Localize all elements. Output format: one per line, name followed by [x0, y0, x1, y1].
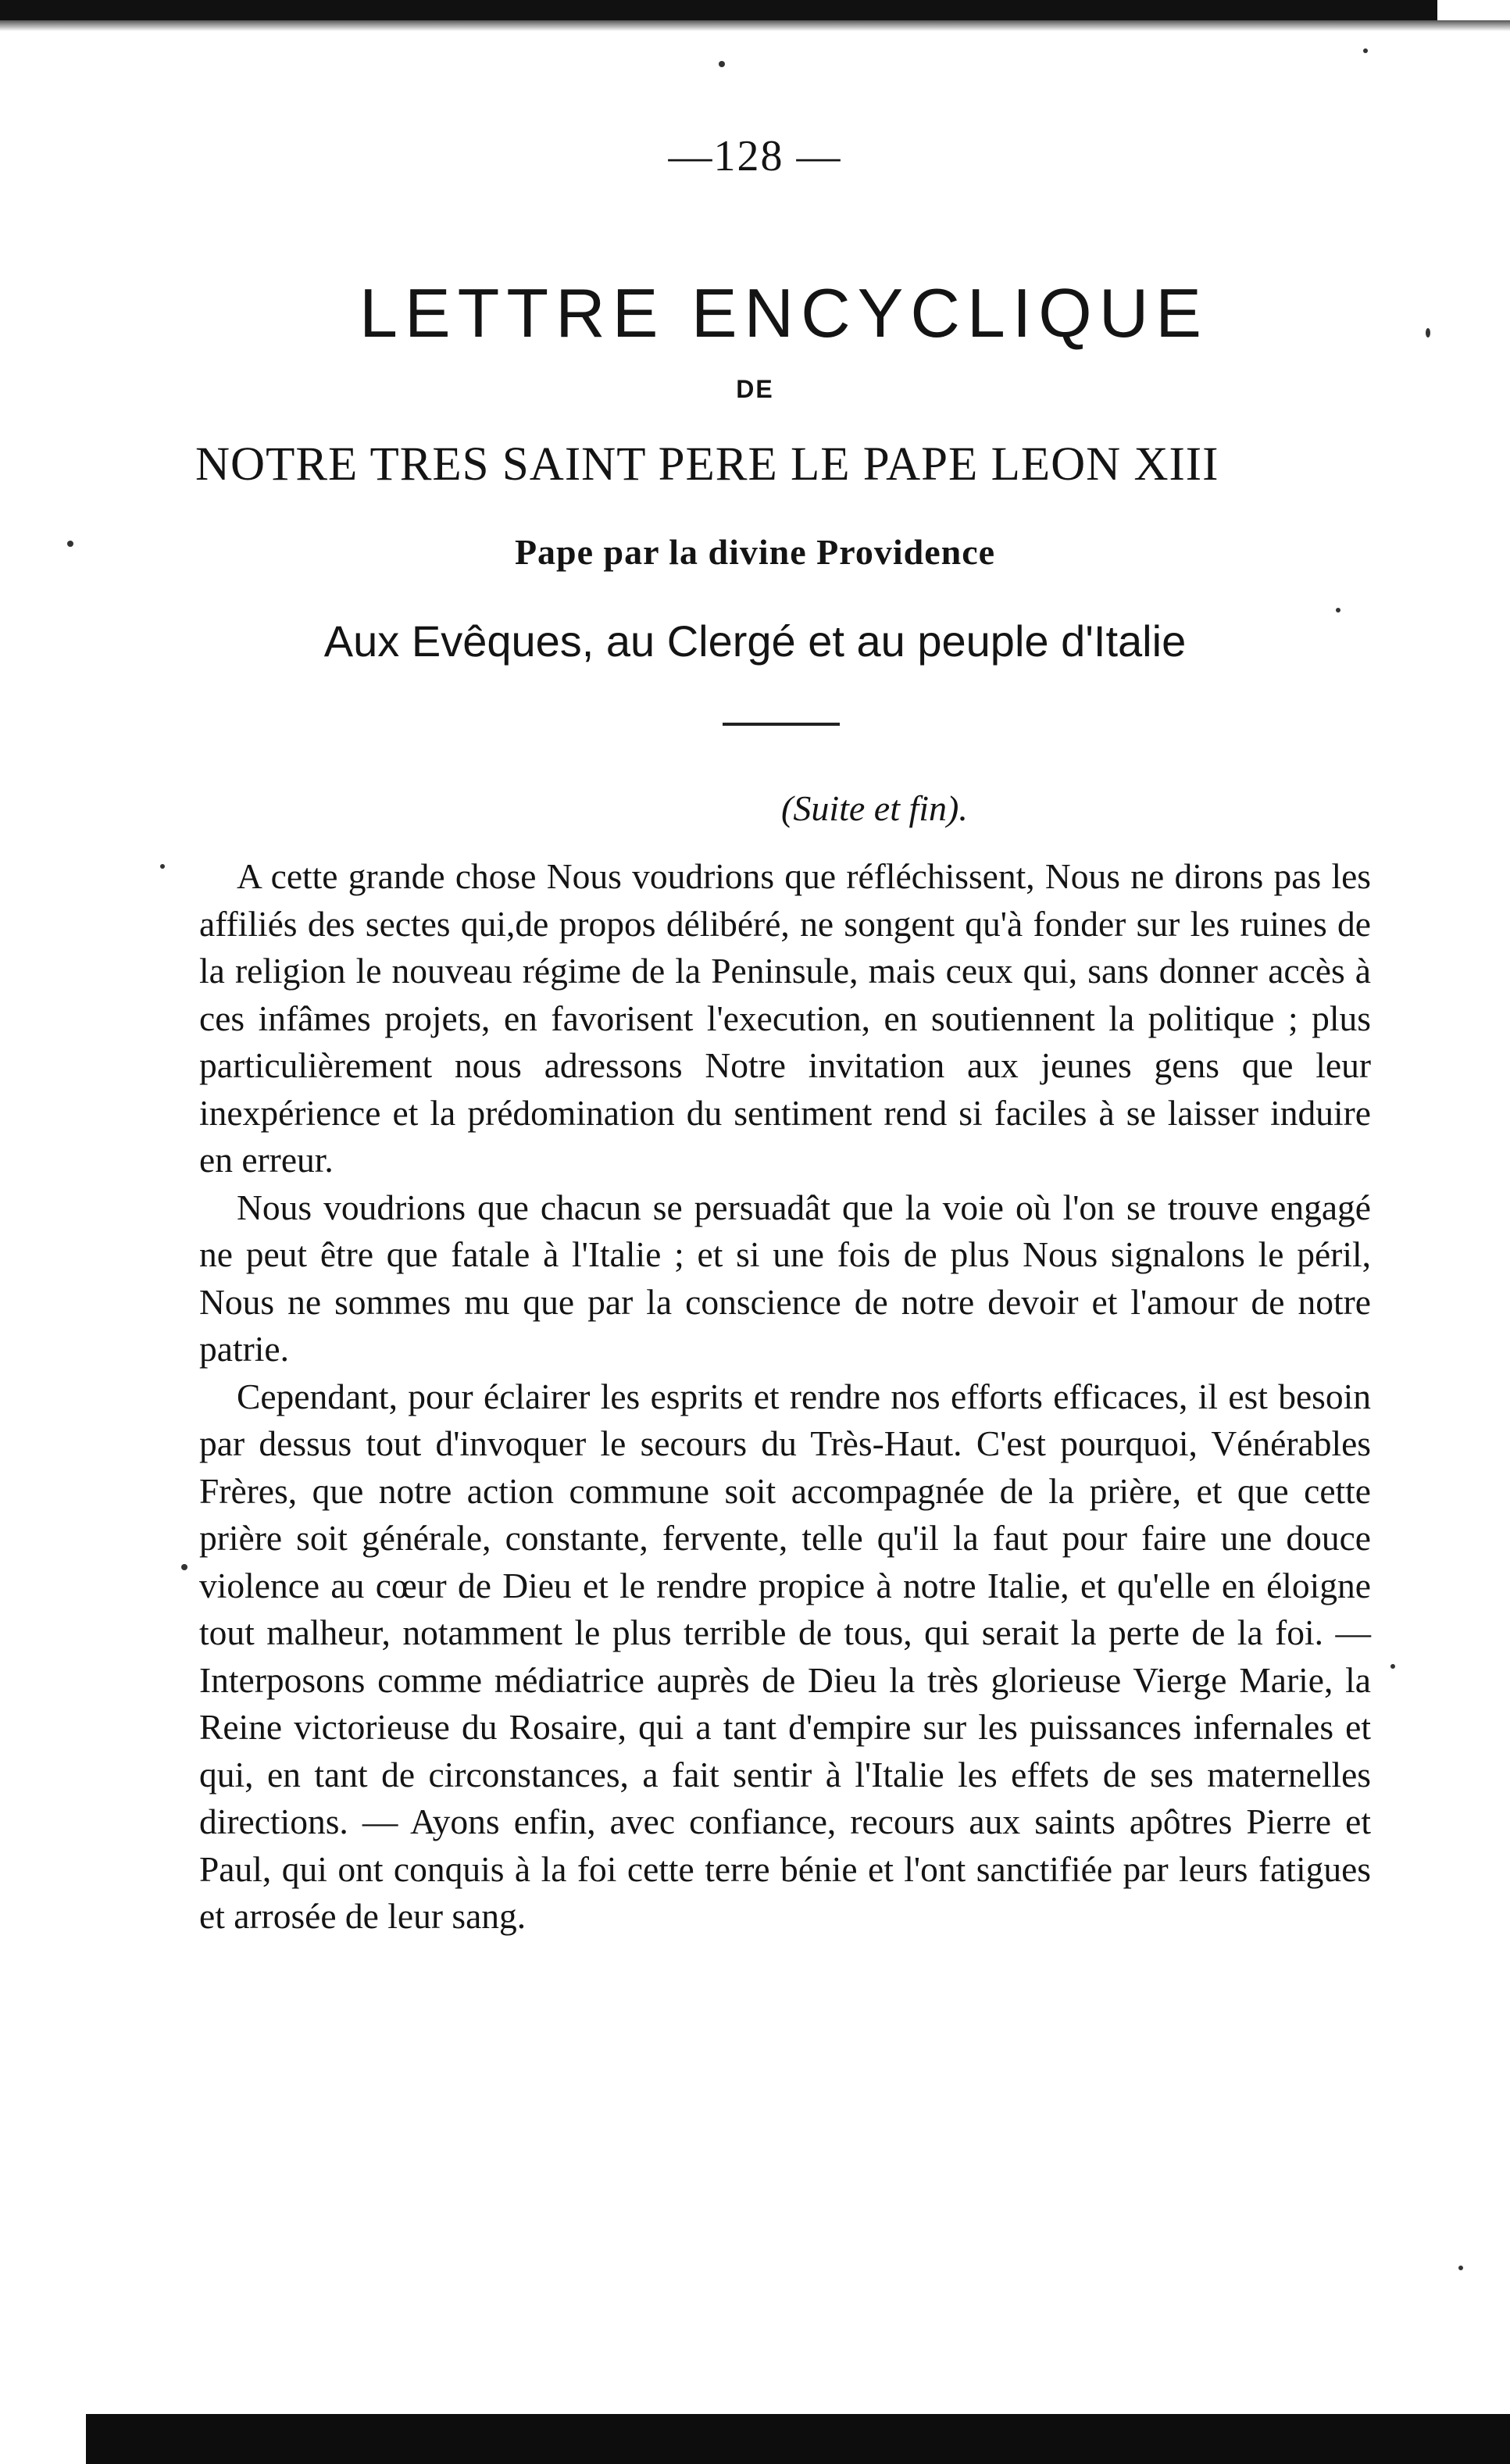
scan-speck [181, 1564, 187, 1570]
page-number: —128 — [668, 132, 842, 180]
section-divider [723, 723, 840, 726]
body-paragraph-2: Nous voudrions que chacun se persuadât que la voie où l'on se trouve engagé ne peut être que fatale à l'Italie ; et si une fois de plus Nous signalons le péril, Nous ne sommes mu que par la conscience de notre devoir et l'amour de notre patrie. [199, 1187, 1371, 1369]
scan-speck [1390, 1664, 1395, 1669]
scan-border-top [0, 0, 1437, 20]
continuation-note: (Suite et fin). [781, 788, 968, 828]
body-paragraph-3: Cependant, pour éclairer les esprits et rendre nos efforts efficaces, il est besoin par dessus tout d'invoquer le secours du Très-Haut. C'est pourquoi, Vénérables Frères, que notre action commune soit accompagnée de la prière, et que cette prière soit générale, constante, fervente, telle qu'il la faut pour faire une douce violence au cœur de Dieu et le rendre propice à notre Italie, et qu'elle en éloigne tout malheur, notamment le plus terrible de tous, qui serait la perte de la foi. — Interposons comme médiatrice auprès de Dieu la très glorieuse Vierge Marie, la Reine victorieuse du Rosaire, qui a tant d'empire sur les puissances infernales et qui, en tant de circonstances, a fait sentir à l'Italie les effets de ses maternelles directions. — Ayons enfin, avec confiance, recours aux saints apôtres Pierre et Paul, qui ont conquis à la foi cette terre bénie et l'ont sanctifiée par leurs fatigues et arrosée de leur sang. [199, 1376, 1371, 1936]
providence-subtitle: Pape par la divine Providence [514, 532, 996, 572]
scan-speck [1426, 328, 1430, 337]
scan-speck [160, 864, 165, 869]
document-title: LETTRE ENCYCLIQUE [359, 274, 1208, 352]
scan-speck [1363, 48, 1368, 53]
scan-border-top-shadow [0, 20, 1510, 31]
scan-speck [1336, 608, 1340, 612]
scan-border-bottom [86, 2414, 1510, 2464]
body-paragraph-1: A cette grande chose Nous voudrions que réfléchissent, Nous ne dirons pas les affiliés des sectes qui,de propos délibéré, ne songent qu'à fonder sur les ruines de la religion le nouveau régime de la Peninsule, mais ceux qui, sans donner accès à ces infâmes projets, en favorisent l'execution, en soutiennent la politique ; plus particulièrement nous adressons Notre invitation aux jeunes gens que leur inexpérience et la prédomination du sentiment rend si faciles à se laisser induire en erreur. [199, 856, 1371, 1180]
title-preposition: DE [736, 375, 774, 403]
addressees-line: Aux Evêques, au Clergé et au peuple d'Italie [323, 616, 1187, 666]
scan-speck [1458, 2266, 1463, 2270]
scan-speck [719, 61, 725, 67]
pope-subtitle: NOTRE TRES SAINT PERE LE PAPE LEON XIII [195, 438, 1219, 491]
body-text [199, 853, 1371, 1941]
